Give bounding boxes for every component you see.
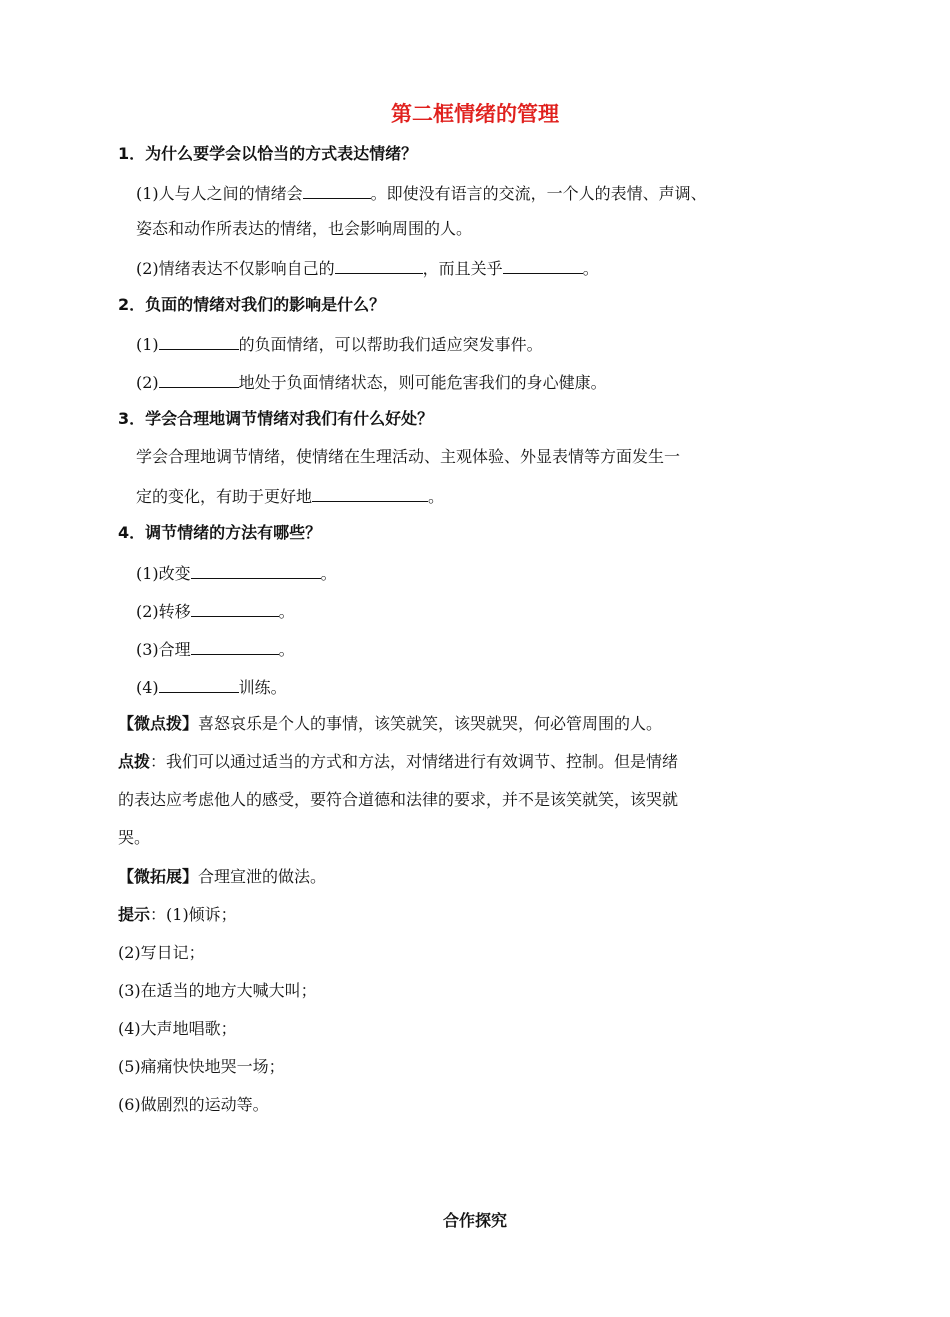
fill-blank[interactable] <box>159 675 239 693</box>
q2-text: 地处于负面情绪状态，则可能危害我们的身心健康。 <box>238 373 607 392</box>
q1-text: ，而且关乎 <box>422 259 503 278</box>
fill-blank[interactable] <box>303 181 371 199</box>
tip-answer-text: ：我们可以通过适当的方式和方法，对情绪进行有效调节、控制。但是情绪 <box>150 752 679 771</box>
section-heading: 合作探究 <box>442 1211 507 1230</box>
fill-blank[interactable] <box>191 599 279 617</box>
q1-text: 。 <box>582 259 599 278</box>
q4-text: 。 <box>320 564 337 583</box>
q4-text: 。 <box>278 602 295 621</box>
q3-text: 定的变化，有助于更好地 <box>136 487 313 506</box>
hint-item: (3)在适当的地方大喊大叫； <box>118 981 317 1000</box>
q4-item-3 <box>136 637 295 661</box>
fill-blank[interactable] <box>191 637 279 655</box>
hint-item: ：(1)倾诉； <box>150 905 237 924</box>
q4-text: (1)改变 <box>136 564 191 583</box>
fill-blank[interactable] <box>159 332 239 350</box>
q2-text: 的负面情绪，可以帮助我们适应突发事件。 <box>238 335 543 354</box>
hint-item: (2)写日记； <box>118 943 205 962</box>
fill-blank[interactable] <box>191 561 321 579</box>
tip-answer-label: 点拨 <box>118 752 151 771</box>
tip-statement <box>118 713 662 735</box>
q2-paragraph-2 <box>136 370 607 394</box>
q1-paragraph-1-cont: 姿态和动作所表达的情绪，也会影响周围的人。 <box>136 219 473 238</box>
hint-item: (5)痛痛快快地哭一场； <box>118 1057 285 1076</box>
q1-paragraph-2 <box>136 256 599 280</box>
hint-item: (4)大声地唱歌； <box>118 1019 237 1038</box>
tip-answer-line-3: 哭。 <box>118 828 151 847</box>
q2-text: (1) <box>136 335 159 354</box>
q3-text: 。 <box>428 487 445 506</box>
question-1-heading: 1．为什么要学会以恰当的方式表达情绪？ <box>118 144 418 163</box>
q4-text: 训练。 <box>238 678 287 697</box>
question-3-heading: 3．学会合理地调节情绪对我们有什么好处？ <box>118 409 434 428</box>
tip-label: 【微点拨】 <box>118 714 199 733</box>
tip-text: 喜怒哀乐是个人的事情，该笑就笑，该哭就哭，何必管周围的人。 <box>198 714 663 733</box>
q3-paragraph-1: 学会合理地调节情绪，使情绪在生理活动、主观体验、外显表情等方面发生一 <box>136 447 681 466</box>
fill-blank[interactable] <box>503 256 583 274</box>
hint-item: (6)做剧烈的运动等。 <box>118 1095 269 1114</box>
q4-item-2 <box>136 599 295 623</box>
extend-text: 合理宣泄的做法。 <box>198 867 327 886</box>
q4-text: (2)转移 <box>136 602 191 621</box>
tip-answer-line-2: 的表达应考虑他人的感受，要符合道德和法律的要求，并不是该笑就笑，该哭就 <box>118 790 679 809</box>
q4-text: (3)合理 <box>136 640 191 659</box>
hint-label: 提示 <box>118 905 151 924</box>
q1-text: (1)人与人之间的情绪会 <box>136 184 303 203</box>
q2-text: (2) <box>136 373 159 392</box>
fill-blank[interactable] <box>312 484 428 502</box>
q3-paragraph-2 <box>136 484 444 508</box>
extend-statement <box>118 866 326 888</box>
q4-text: 。 <box>278 640 295 659</box>
q4-item-1 <box>136 561 337 585</box>
extend-label: 【微拓展】 <box>118 867 199 886</box>
q4-text: (4) <box>136 678 159 697</box>
q2-paragraph-1 <box>136 332 543 356</box>
tip-answer-line-1 <box>118 751 678 773</box>
q1-paragraph-1 <box>136 181 707 205</box>
question-4-heading: 4．调节情绪的方法有哪些？ <box>118 523 322 542</box>
fill-blank[interactable] <box>335 256 423 274</box>
extend-hint-line <box>118 904 237 926</box>
q1-text: 。即使没有语言的交流，一个人的表情、声调、 <box>370 184 707 203</box>
question-2-heading: 2．负面的情绪对我们的影响是什么？ <box>118 295 386 314</box>
q4-item-4 <box>136 675 287 699</box>
fill-blank[interactable] <box>159 370 239 388</box>
page-title: 第二框情绪的管理 <box>391 102 559 126</box>
q1-text: (2)情绪表达不仅影响自己的 <box>136 259 335 278</box>
